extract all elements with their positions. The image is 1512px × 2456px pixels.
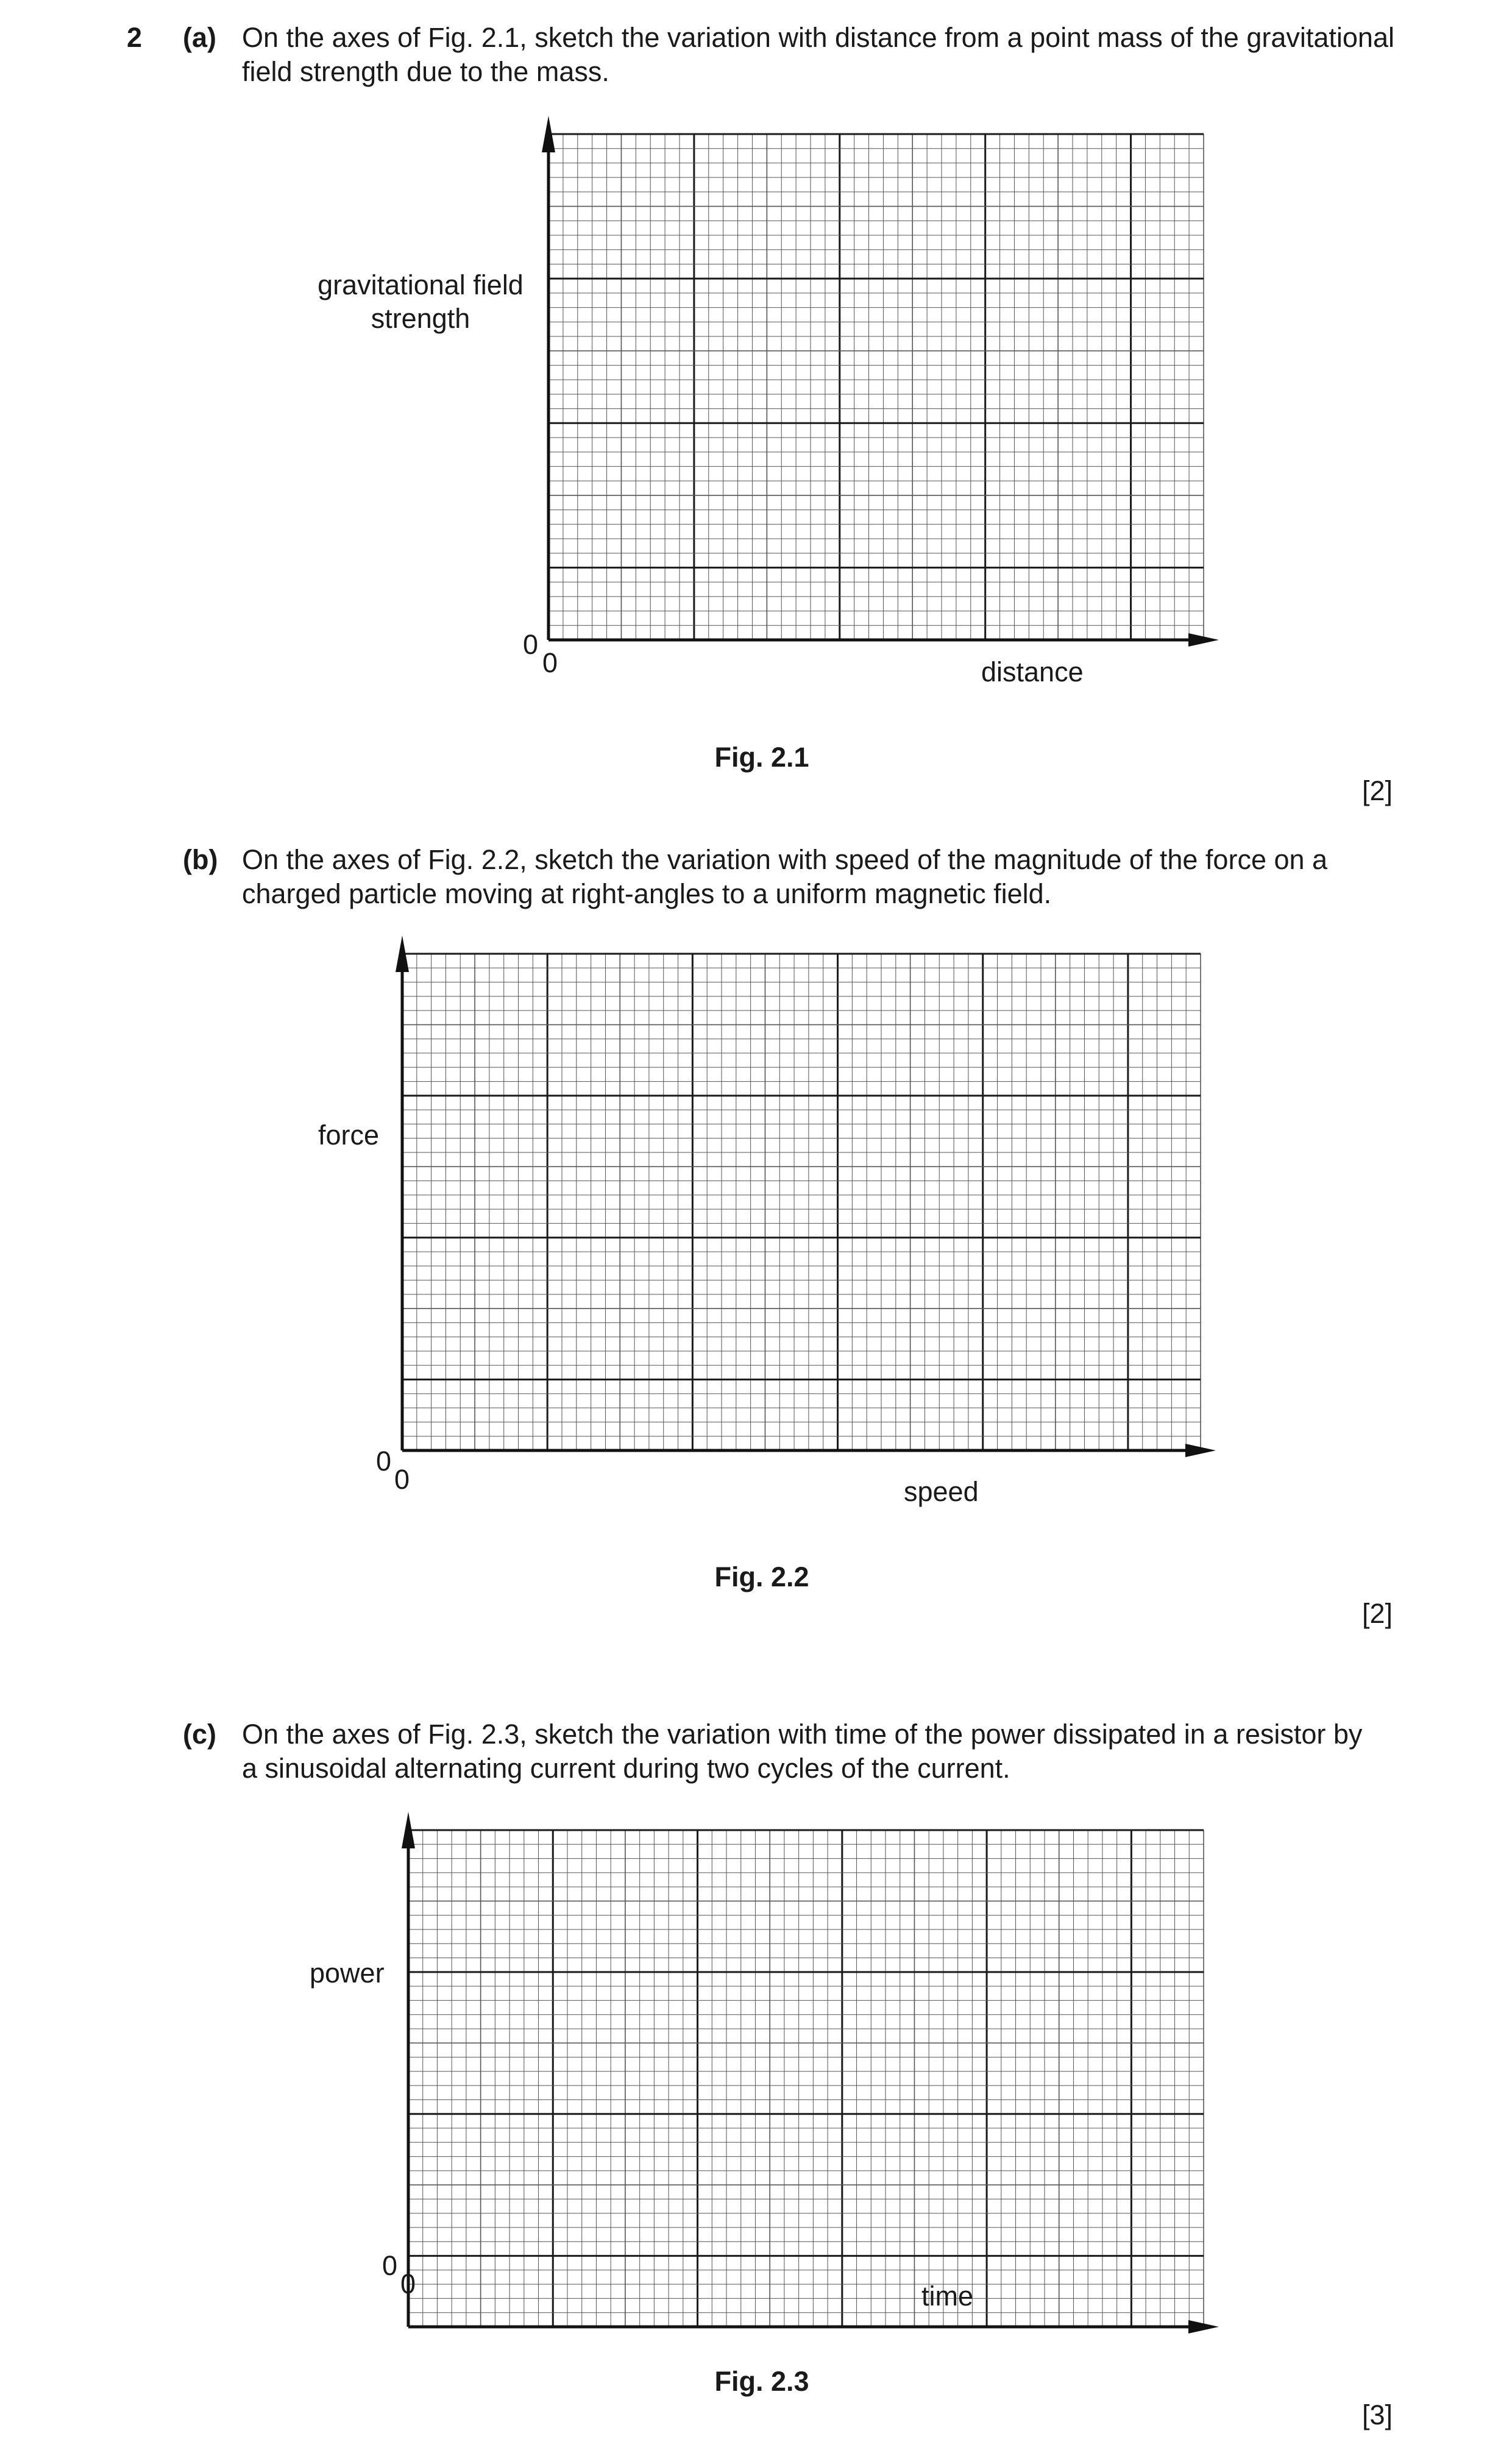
part-c-text-line-1: On the axes of Fig. 2.3, sketch the variation with time of the power dissipated in a resistor by (242, 1719, 1363, 1750)
x-origin-label: 0 (400, 2268, 416, 2299)
y-axis-label: force (318, 1120, 380, 1151)
part-a-text-line-1: On the axes of Fig. 2.1, sketch the variation with distance from a point mass of the gravitational (242, 22, 1394, 53)
y-axis-label-line-1: gravitational field (318, 269, 524, 300)
part-a-label: (a) (183, 22, 216, 53)
part-c-label: (c) (183, 1719, 216, 1750)
graph-grid-fig-2-2[interactable] (390, 954, 1210, 1469)
part-b-text-line-2: charged particle moving at right-angles to a uniform magnetic field. (242, 878, 1052, 909)
y-axis-label: power (310, 1957, 385, 1989)
part-b-text-line-1: On the axes of Fig. 2.2, sketch the variation with speed of the magnitude of the force on a (242, 844, 1328, 875)
x-axis-label: speed (904, 1476, 979, 1507)
marks-allocation: [2] (1361, 1598, 1393, 1629)
x-origin-label: 0 (542, 647, 558, 678)
x-origin-label: 0 (394, 1464, 410, 1495)
part-c-text-line-2: a sinusoidal alternating current during two cycles of the current. (242, 1753, 1010, 1784)
figure-caption: Fig. 2.2 (714, 1561, 809, 1592)
graph-grid-fig-2-1[interactable] (536, 134, 1213, 658)
y-origin-label: 0 (376, 1446, 392, 1477)
marks-allocation: [3] (1361, 2399, 1393, 2430)
part-a-text-line-2: field strength due to the mass. (242, 56, 609, 87)
graph-grid-fig-2-3[interactable] (396, 1830, 1213, 2345)
part-b-label: (b) (183, 844, 218, 875)
y-origin-label: 0 (523, 629, 539, 660)
y-origin-label: 0 (382, 2250, 398, 2281)
x-axis-label: time (921, 2280, 974, 2312)
figure-caption: Fig. 2.1 (714, 742, 809, 773)
marks-allocation: [2] (1361, 775, 1393, 806)
question-number: 2 (127, 22, 143, 53)
y-axis-label-line-2: strength (371, 303, 470, 334)
figure-caption: Fig. 2.3 (714, 2366, 809, 2397)
x-axis-label: distance (981, 656, 1084, 687)
